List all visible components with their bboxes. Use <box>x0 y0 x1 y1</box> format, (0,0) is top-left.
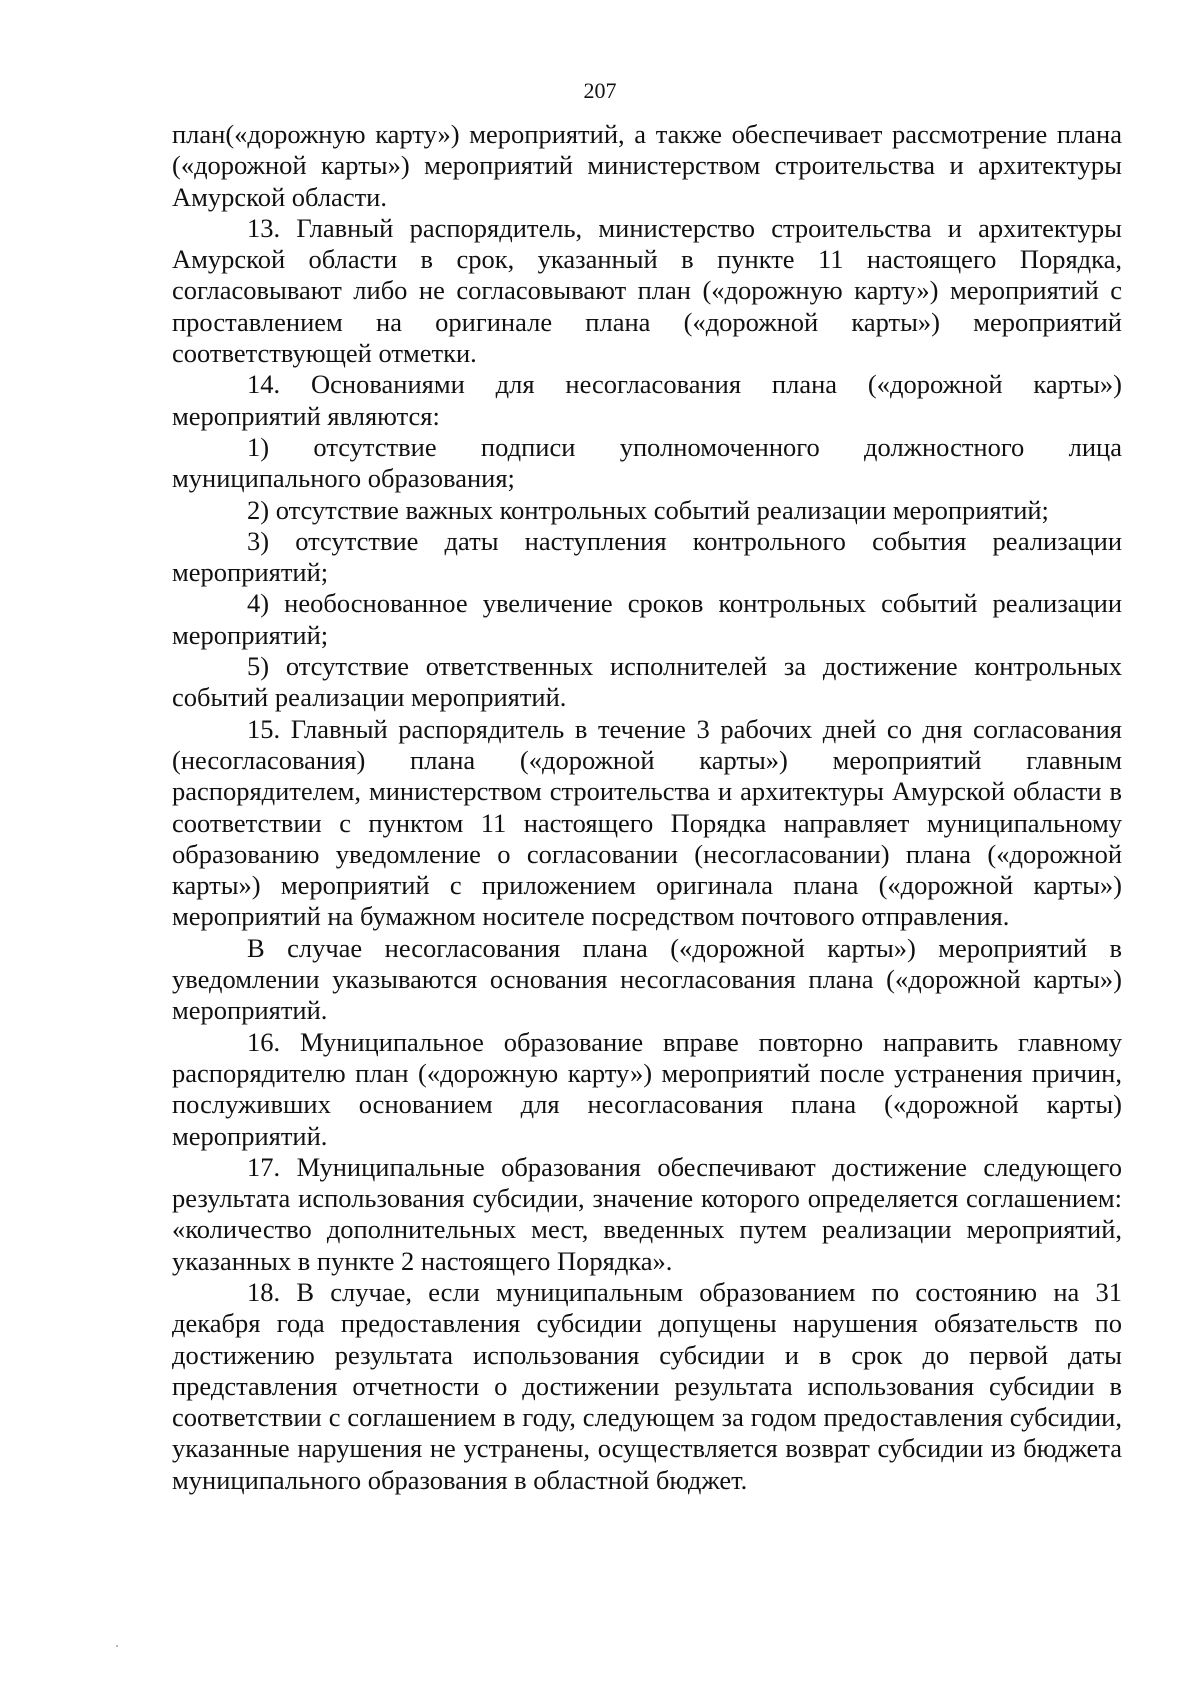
subitem-4: 4) необоснованное увеличение сроков контрольных событий реализации мероприятий; <box>172 588 1122 650</box>
paragraph-item-17: 17. Муниципальные образования обеспечивают достижение следующего результата использования субсидии, значение которого определяется соглашением: «количество дополнительных мест, введенных путем реализации мероприятий, указанных в пункте 2 настоящего Порядка». <box>172 1151 1122 1276</box>
paragraph-item-14: 14. Основаниями для несогласования плана («дорожной карты») мероприятий являются: <box>172 369 1122 431</box>
paragraph-continuation: план(«дорожную карту») мероприятий, а также обеспечивает рассмотрение плана («дорожной карты») мероприятий министерством строительства и архитектуры Амурской области. <box>172 119 1122 212</box>
page-number: 207 <box>583 78 617 103</box>
subitem-5: 5) отсутствие ответственных исполнителей за достижение контрольных событий реализации мероприятий. <box>172 651 1122 713</box>
paragraph-item-18: 18. В случае, если муниципальным образованием по состоянию на 31 декабря года предоставления субсидии допущены нарушения обязательств по достижению результата использования субсидии и в срок до первой даты представления отчетности о достижении результата использования субсидии в соответствии с соглашением в году, следующем за годом предоставления субсидии, указанные нарушения не устранены, осуществляется возврат субсидии из бюджета муниципального образования в областной бюджет. <box>172 1276 1122 1495</box>
document-body <box>172 119 1122 1496</box>
paragraph-item-15: 15. Главный распорядитель в течение 3 рабочих дней со дня согласования (несогласования) плана («дорожной карты») мероприятий главным распорядителем, министерством строительства и архитектуры Амурской области в соответствии с пунктом 11 настоящего Порядка направляет муниципальному образованию уведомление о согласовании (несогласовании) плана («дорожной карты») мероприятий с приложением оригинала плана («дорожной карты») мероприятий на бумажном носителе посредством почтового отправления. <box>172 713 1122 932</box>
subitem-1: 1) отсутствие подписи уполномоченного должностного лица муниципального образования; <box>172 431 1122 494</box>
subitem-2: 2) отсутствие важных контрольных событий реализации мероприятий; <box>247 494 1049 525</box>
subitem-3: 3) отсутствие даты наступления контрольного события реализации мероприятий; <box>172 525 1122 588</box>
paragraph-item-15-note: В случае несогласования плана («дорожной карты») мероприятий в уведомлении указываются основания несогласования плана («дорожной карты») мероприятий. <box>172 932 1122 1026</box>
paragraph-item-13: 13. Главный распорядитель, министерство строительства и архитектуры Амурской области в срок, указанный в пункте 11 настоящего Порядка, согласовывают либо не согласовывают план («дорожную карту») мероприятий с проставлением на оригинале плана («дорожной карты») мероприятий соответствующей отметки. <box>172 212 1122 369</box>
paragraph-item-16: 16. Муниципальное образование вправе повторно направить главному распорядителю план («дорожную карту») мероприятий после устранения причин, послуживших основанием для несогласования плана («дорожной карты) мероприятий. <box>172 1026 1122 1151</box>
scan-artifact <box>116 1645 118 1647</box>
